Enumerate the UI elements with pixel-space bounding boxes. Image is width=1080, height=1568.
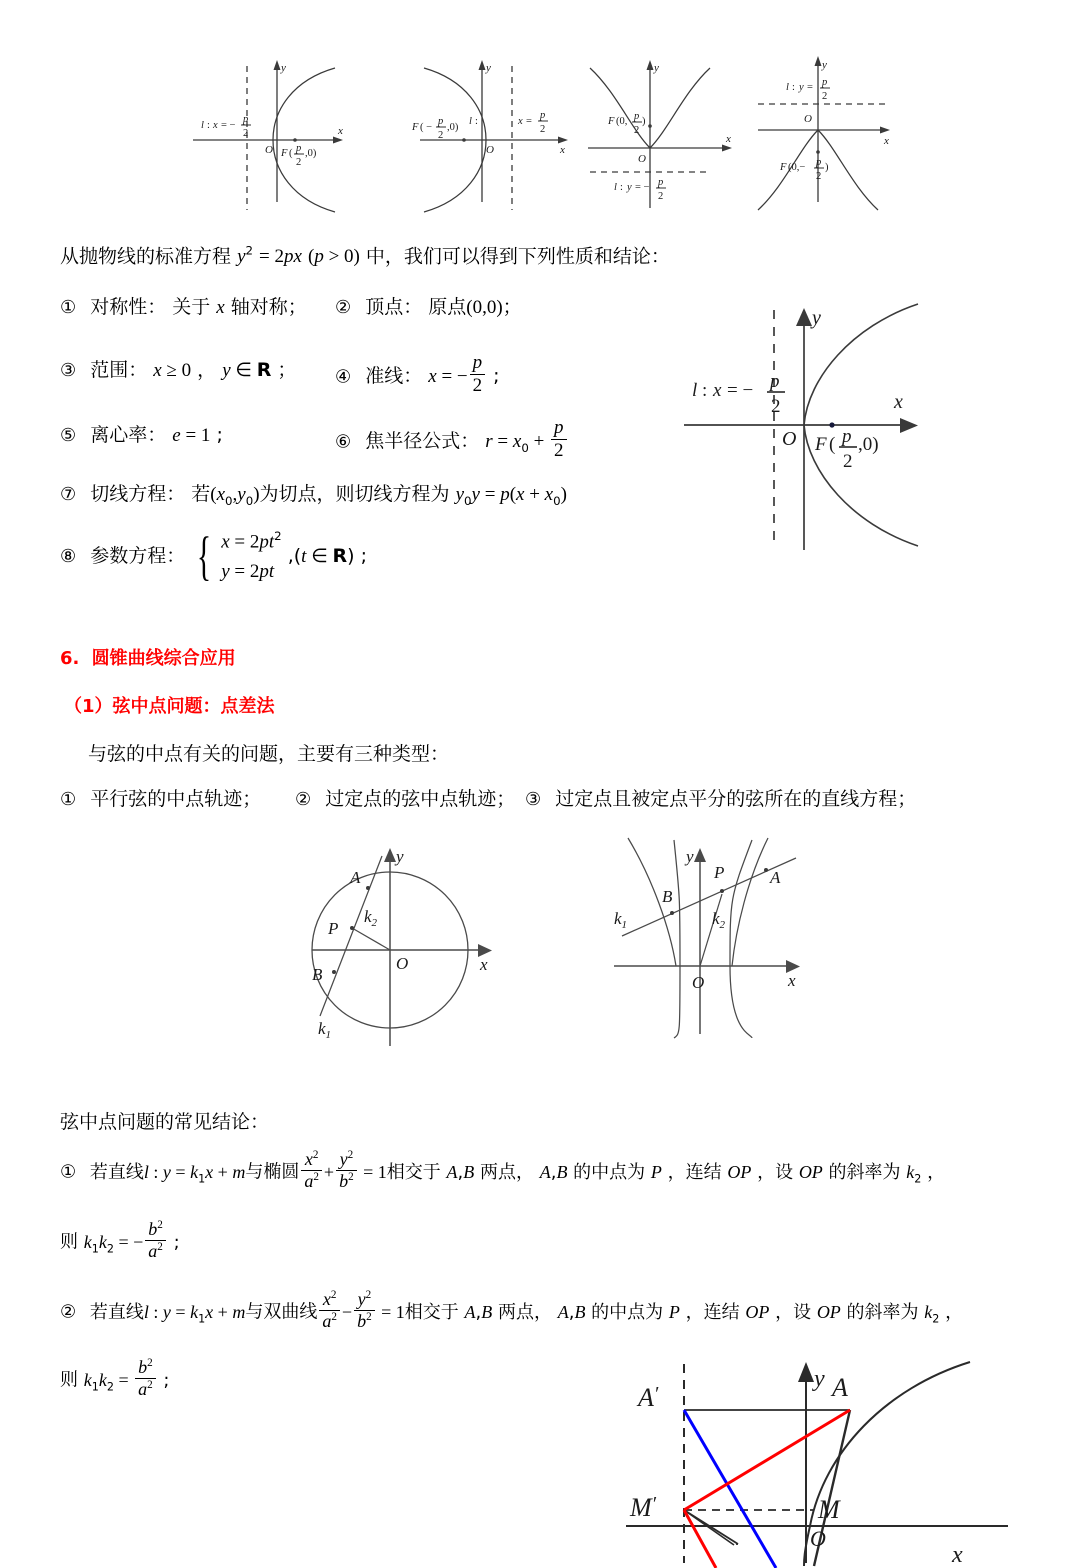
svg-text:y: y: [812, 307, 821, 329]
svg-text:= −: = −: [635, 182, 650, 193]
svg-text:y: y: [799, 82, 804, 93]
svg-text:2: 2: [822, 91, 828, 102]
svg-text:F: F: [608, 116, 615, 127]
svg-text::: :: [207, 120, 210, 131]
chord-type-2: [295, 789, 515, 811]
conclusion-2-marker: ②: [60, 1301, 77, 1323]
property-6-marker: ⑥: [335, 431, 352, 453]
property-4-value: x = − $\frac{p}{2}$ ;: [428, 352, 500, 396]
svg-text:(0,: (0,: [616, 116, 628, 127]
intro-sentence: [60, 245, 670, 268]
svg-text:): ): [642, 116, 646, 127]
svg-text:(: (: [289, 148, 293, 159]
svg-text:2: 2: [816, 171, 822, 182]
svg-text:2: 2: [771, 396, 781, 417]
conclusion-1-curve-word: 与椭圆: [245, 1161, 300, 1183]
intro-equation: $y^2 = 2px$ (p > 0): [237, 244, 360, 268]
chord-type-1-text: 平行弦的中点轨迹；: [90, 788, 262, 810]
conclusion-2: [60, 1289, 964, 1333]
svg-text:A: A: [770, 868, 781, 887]
chord-type-1-marker: ①: [60, 789, 77, 810]
property-5-marker: ⑤: [60, 425, 77, 446]
svg-text:O: O: [638, 153, 646, 165]
svg-text:M′: M′: [630, 1493, 657, 1522]
property-2-label: 顶点：: [365, 296, 423, 318]
property-2-marker: ②: [335, 297, 352, 318]
property-8-system: $x = 2pt^2$ y = 2pt: [221, 529, 282, 582]
svg-text:,0): ,0): [858, 434, 879, 455]
property-5-label: 离心率：: [90, 424, 167, 446]
svg-text:k1: $k_1$: [318, 1019, 332, 1041]
property-8-domain: ,(t ∈ R) ;: [287, 545, 367, 568]
conclusion-1-line-eq: l : $y = k_1x + m$: [143, 1161, 246, 1186]
svg-text:x: x: [338, 125, 343, 137]
property-1: [60, 297, 307, 319]
property-1-value: 关于 x 轴对称；: [172, 296, 307, 318]
intro-prefix: 从抛物线的标准方程: [60, 245, 232, 268]
conclusion-2-tail: 相交于 A,B 两点， A,B 的中点为 P ，连结 OP ，设 OP 的斜率为 $k_2$ ，: [404, 1301, 964, 1326]
svg-text:p: p: [540, 110, 546, 121]
svg-text:,0): ,0): [447, 122, 459, 133]
svg-text:= −: = −: [727, 380, 754, 401]
svg-text:P: P: [714, 863, 725, 882]
figure-hyperbola-chord: [600, 838, 840, 1038]
property-2: [335, 297, 522, 319]
svg-text:): ): [825, 162, 829, 173]
svg-text:2: 2: [243, 128, 249, 139]
svg-text:2: 2: [634, 125, 640, 136]
svg-text:=: =: [807, 82, 813, 93]
conclusion-2-curve-word: 与双曲线: [245, 1301, 318, 1323]
svg-text:A: A: [350, 868, 361, 887]
conclusion-2-lead: 若直线: [89, 1301, 144, 1323]
svg-text:k2: $k_2$: [364, 907, 378, 929]
svg-text:P: P: [328, 919, 339, 938]
property-4: [335, 352, 500, 399]
figure-parabola-main: [672, 282, 1002, 572]
svg-text:p: p: [658, 177, 664, 188]
property-2-value: 原点(0,0)；: [428, 296, 522, 318]
svg-text:p: p: [842, 426, 852, 447]
svg-text:p: p: [816, 157, 822, 168]
figure-parabola-right: [185, 52, 370, 212]
svg-text:x: x: [713, 380, 722, 401]
property-6-value: $r = x_0$ + $\frac{p}{2}$: [485, 430, 568, 452]
subsection-1-heading: [64, 692, 275, 718]
property-5: [60, 425, 223, 447]
svg-text::: :: [792, 82, 795, 93]
svg-text:A′: A′: [638, 1383, 659, 1412]
svg-text:y: y: [814, 1366, 825, 1392]
property-3-value: x ≥ 0 ， y ∈ R ；: [153, 359, 297, 381]
svg-text:B: B: [312, 965, 323, 984]
svg-text:l: l: [201, 120, 204, 131]
svg-text:O: O: [782, 428, 797, 450]
svg-text:l: l: [469, 116, 472, 127]
property-8-marker: ⑧: [60, 546, 77, 568]
svg-text:y: y: [686, 847, 694, 866]
svg-text:x: x: [952, 1542, 963, 1568]
property-6-label: 焦半径公式：: [365, 430, 480, 453]
property-7-value: 若$(x_0,y_0)$为切点，则切线方程为 $y_0y = p(x + x_0)$: [191, 483, 567, 508]
figure-parabola-focal-chord: [618, 1348, 1038, 1568]
svg-text::: :: [475, 116, 478, 127]
svg-text:2: 2: [658, 191, 664, 202]
svg-text:k2: $k_2$: [712, 909, 726, 931]
conclusion-1-result-value: $k_1k_2$ = − $\frac{b^2}{a^2}$ ;: [83, 1219, 180, 1261]
conclusion-1-lead: 若直线: [89, 1161, 144, 1183]
conclusion-1-result: [60, 1219, 180, 1263]
svg-text::: :: [702, 380, 708, 401]
property-3-label: 范围：: [90, 359, 148, 381]
figure-parabola-down: [740, 52, 925, 212]
svg-text:2: 2: [843, 451, 853, 472]
svg-text:B: B: [662, 887, 673, 906]
svg-text:O: O: [396, 954, 409, 973]
property-8-label: 参数方程：: [90, 545, 186, 568]
svg-text:F: F: [412, 122, 419, 133]
svg-text:y: y: [281, 62, 286, 74]
figure-parabola-left: [390, 52, 575, 212]
property-1-marker: ①: [60, 297, 77, 318]
svg-text:y: y: [486, 62, 491, 74]
property-4-label: 准线：: [365, 365, 423, 388]
svg-text:F: F: [281, 148, 288, 159]
svg-text:x: x: [894, 391, 903, 413]
svg-text:F: F: [780, 162, 787, 173]
svg-text:x: x: [884, 135, 889, 147]
svg-text:x: x: [788, 971, 796, 990]
svg-text:,0): ,0): [305, 148, 317, 159]
property-7-marker: ⑦: [60, 484, 77, 505]
cases-brace: {: [197, 526, 212, 587]
svg-text:O: O: [265, 144, 273, 156]
section-6-number: 6.: [60, 648, 80, 669]
svg-text:O: O: [692, 973, 705, 992]
figure-parabola-up: [570, 52, 755, 212]
svg-text:2: 2: [540, 124, 546, 135]
svg-text:p: p: [634, 111, 640, 122]
figure-circle-chord: [290, 838, 530, 1053]
chord-type-3: [525, 789, 916, 811]
svg-text:k1: $k_1$: [614, 909, 628, 931]
svg-text:p: p: [770, 371, 780, 392]
svg-text:x: x: [213, 120, 218, 131]
svg-text:y: y: [822, 59, 827, 71]
svg-text:O: O: [810, 1526, 826, 1551]
property-3: [60, 360, 296, 382]
chord-type-3-text: 过定点且被定点平分的弦所在的直线方程；: [555, 788, 917, 810]
svg-text:p: p: [243, 114, 249, 125]
conclusion-2-line-eq: l : $y = k_1x + m$: [143, 1301, 246, 1326]
svg-text:=: =: [526, 116, 532, 127]
subsection-1-number: （1）: [64, 696, 113, 717]
property-1-label: 对称性：: [90, 296, 167, 318]
conclusion-1: [60, 1149, 946, 1193]
svg-text:A: A: [832, 1373, 848, 1402]
svg-text:( −: ( −: [420, 122, 433, 133]
conclusions-heading: 弦中点问题的常见结论：: [60, 1111, 270, 1133]
svg-text:y: y: [654, 62, 659, 74]
svg-text:O: O: [804, 113, 812, 125]
svg-text:= −: = −: [221, 120, 236, 131]
svg-text:2: 2: [296, 157, 302, 168]
svg-text:l: l: [692, 380, 698, 401]
svg-text:2: 2: [438, 130, 444, 141]
svg-text:O: O: [486, 144, 494, 156]
property-6: [335, 417, 569, 464]
chord-type-1: [60, 789, 261, 811]
conclusion-2-result: [60, 1357, 170, 1401]
svg-text:x: x: [480, 955, 488, 974]
svg-text:(: (: [829, 434, 836, 455]
conclusion-1-marker: ①: [60, 1161, 77, 1183]
section-6-heading: [60, 644, 236, 670]
svg-text:x: x: [726, 133, 731, 145]
conclusion-2-curve-eq: $\frac{x^2}{a^2}$ − $\frac{y^2}{b^2}$ = 1: [317, 1302, 404, 1323]
svg-text:l: l: [614, 182, 617, 193]
subsection-1-title: 弦中点问题：点差法: [112, 696, 275, 717]
svg-text:l: l: [786, 82, 789, 93]
property-7-label: 切线方程：: [90, 483, 186, 505]
conclusion-1-curve-eq: $\frac{x^2}{a^2}$ + $\frac{y^2}{b^2}$ = 1: [299, 1162, 386, 1183]
svg-text:x: x: [560, 144, 565, 156]
chord-type-2-text: 过定点的弦中点轨迹；: [325, 788, 516, 810]
conclusion-1-tail: 相交于 A,B 两点， A,B 的中点为 P ，连结 OP ，设 OP 的斜率为 $k_2$ ，: [386, 1161, 946, 1186]
svg-text:M: M: [818, 1495, 840, 1524]
chord-type-2-marker: ②: [295, 789, 312, 810]
section-6-title: 圆锥曲线综合应用: [91, 648, 236, 669]
svg-text:(0,−: (0,−: [788, 162, 806, 173]
svg-text:x: x: [518, 116, 523, 127]
conclusion-1-result-prefix: 则: [60, 1231, 78, 1253]
svg-text:y: y: [627, 182, 632, 193]
property-3-marker: ③: [60, 360, 77, 381]
svg-text:p: p: [822, 77, 828, 88]
property-4-marker: ④: [335, 366, 352, 388]
intro-suffix: 中，我们可以得到下列性质和结论：: [365, 245, 670, 268]
chord-type-3-marker: ③: [525, 789, 542, 810]
svg-text:p: p: [296, 143, 302, 154]
svg-text:y: y: [396, 847, 404, 866]
svg-text:F: F: [815, 434, 827, 455]
svg-text:p: p: [438, 116, 444, 127]
property-8: [60, 527, 367, 586]
property-5-value: e = 1 ;: [172, 424, 223, 446]
chord-intro: 与弦的中点有关的问题，主要有三种类型：: [88, 743, 450, 765]
conclusion-2-result-value: $k_1k_2$ = $\frac{b^2}{a^2}$ ;: [83, 1357, 170, 1399]
property-7: [60, 484, 567, 508]
conclusion-2-result-prefix: 则: [60, 1369, 78, 1391]
svg-text::: :: [620, 182, 623, 193]
